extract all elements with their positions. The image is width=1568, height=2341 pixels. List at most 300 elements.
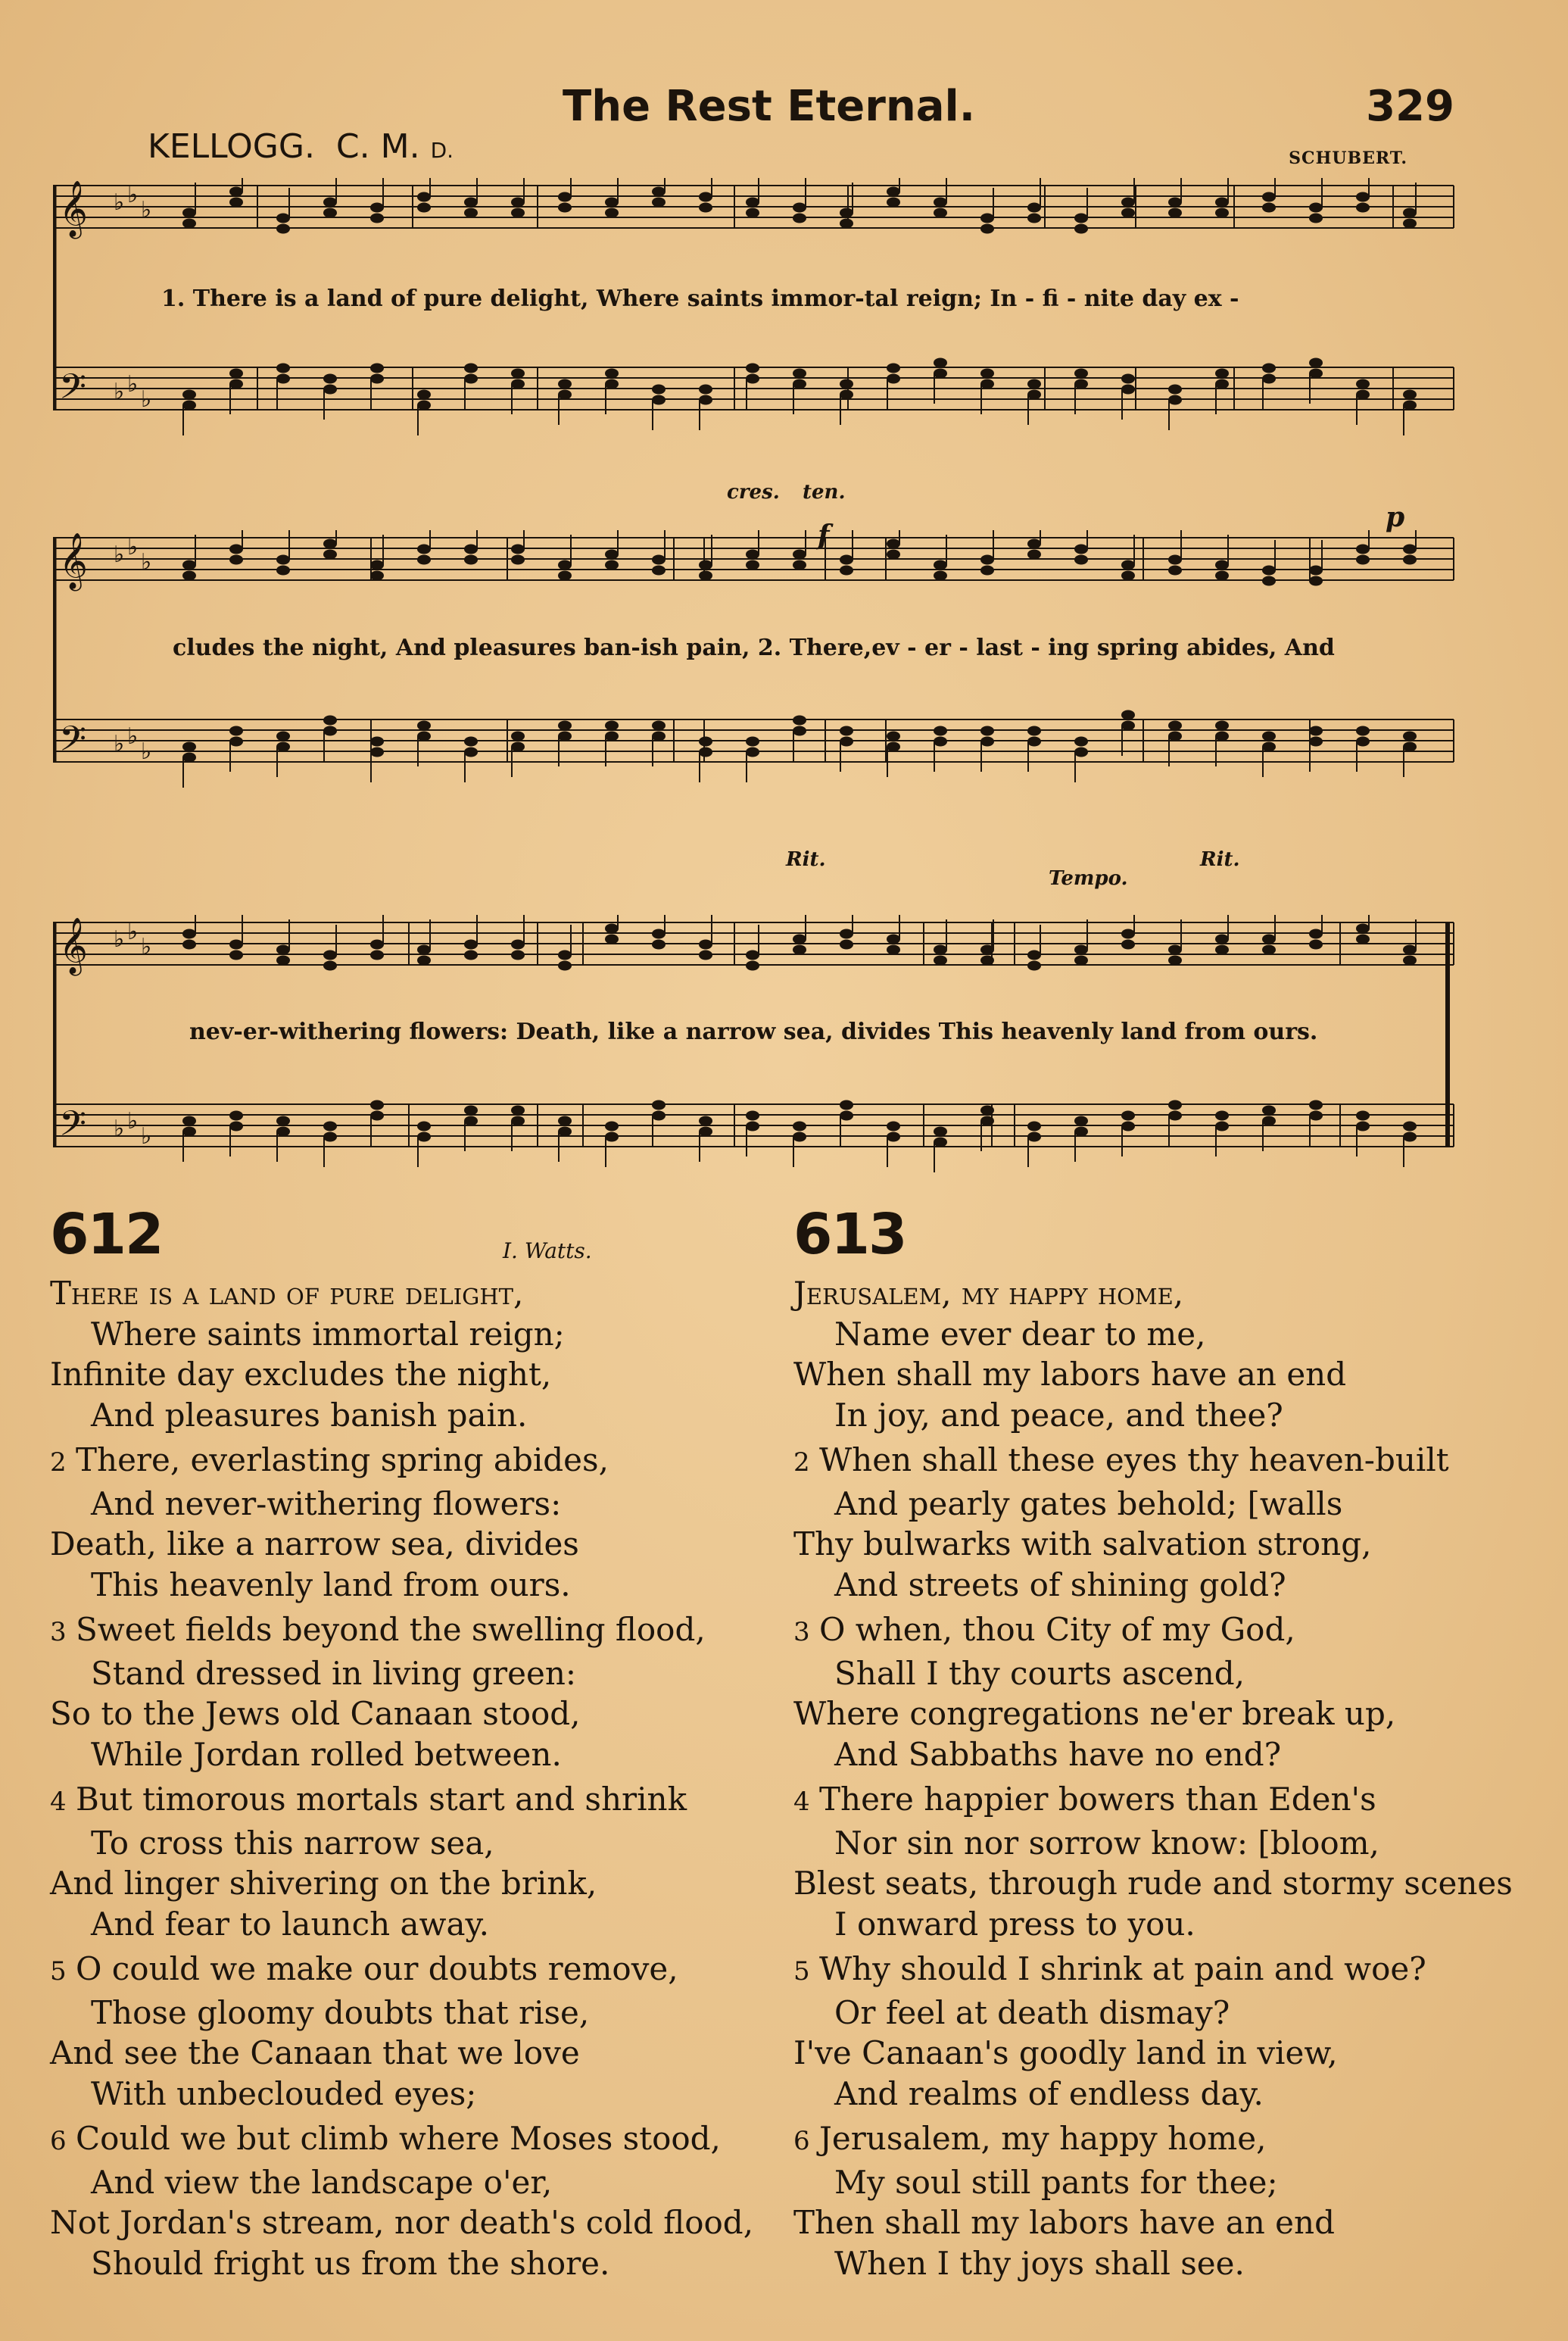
note-head: [887, 935, 900, 944]
note-head: [1403, 1122, 1417, 1131]
note-head: [229, 369, 243, 379]
verse: [50, 1949, 769, 2114]
note-head: [840, 1100, 853, 1110]
note-head: [1168, 566, 1182, 576]
verse-number: 6: [50, 2126, 67, 2156]
note-head: [980, 369, 994, 379]
note-head: [558, 379, 572, 389]
note-head: [558, 203, 572, 213]
note-head: [1262, 1106, 1276, 1116]
note-head: [1403, 401, 1417, 410]
bass-clef-icon: 𝄢: [59, 1103, 87, 1153]
note-head: [1074, 945, 1088, 955]
note-head: [605, 1132, 619, 1142]
system-lyrics: 1. There is a land of pure delight, Where saints immor-tal reign; In - fi - nite day ex -: [161, 286, 1239, 312]
note-head: [840, 1111, 853, 1121]
verse: [50, 1609, 769, 1774]
note-head: [1215, 369, 1229, 379]
note-head: [1074, 224, 1088, 234]
note-head: [652, 1100, 666, 1110]
verse-text: Thy bulwarks with salvation strong,: [793, 1525, 1372, 1562]
note-head: [1168, 385, 1182, 395]
note-head: [887, 539, 900, 549]
verse-text: Where congregations ne'er break up,: [793, 1695, 1396, 1732]
note-head: [793, 550, 806, 560]
note-head: [1121, 374, 1135, 384]
note-head: [980, 726, 994, 736]
note-head: [887, 198, 900, 208]
note-head: [1309, 929, 1323, 939]
verse-line: [793, 1993, 1520, 2034]
note-head: [1074, 1116, 1088, 1126]
verse-line: [793, 2033, 1520, 2074]
note-head: [464, 737, 478, 747]
note-head: [511, 545, 525, 554]
note-head: [1027, 214, 1041, 223]
note-head: [1356, 192, 1370, 202]
note-head: [934, 737, 947, 747]
note-head: [1309, 203, 1323, 213]
note-head: [511, 742, 525, 752]
note-head: [934, 726, 947, 736]
note-head: [1074, 748, 1088, 757]
verse-number: 4: [793, 1787, 810, 1817]
note-head: [323, 716, 337, 726]
note-head: [229, 1122, 243, 1131]
note-head: [1168, 721, 1182, 731]
note-head: [558, 721, 572, 731]
note-head: [1027, 1132, 1041, 1142]
verse-line: [793, 1949, 1520, 1993]
note-head: [1356, 379, 1370, 389]
rit-marking: Rit.: [786, 848, 826, 871]
note-head: [1168, 732, 1182, 741]
note-head: [934, 198, 947, 208]
note-head: [276, 364, 290, 373]
note-head: [746, 950, 759, 960]
note-head: [511, 940, 525, 950]
note-head: [464, 208, 478, 218]
note-head: [1356, 390, 1370, 400]
music-system-2: [53, 481, 1461, 833]
note-head: [182, 929, 196, 939]
note-head: [699, 737, 712, 747]
note-head: [605, 379, 619, 389]
note-head: [417, 192, 431, 202]
note-head: [323, 385, 337, 395]
note-head: [980, 214, 994, 223]
note-head: [980, 1106, 994, 1116]
note-head: [1168, 198, 1182, 208]
verse-number: 2: [50, 1447, 67, 1478]
note-head: [887, 1122, 900, 1131]
note-head: [1356, 924, 1370, 934]
verse-line: [50, 1693, 769, 1734]
note-head: [746, 1111, 759, 1121]
verse-text: And pearly gates behold; [walls: [834, 1484, 1343, 1522]
note-head: [1403, 956, 1417, 966]
note-head: [1074, 369, 1088, 379]
verse-text: There happier bowers than Eden's: [819, 1781, 1376, 1818]
verse-text: When shall my labors have an end: [793, 1356, 1347, 1393]
note-head: [276, 742, 290, 752]
note-head: [370, 748, 384, 757]
note-head: [370, 374, 384, 384]
note-head: [1262, 742, 1276, 752]
verse-text: And linger shivering on the brink,: [50, 1865, 597, 1902]
note-head: [1074, 1127, 1088, 1137]
note-head: [182, 401, 196, 410]
note-head: [793, 726, 806, 736]
cres-marking: cres.: [727, 481, 780, 504]
note-head: [934, 571, 947, 581]
verse-text: When I thy joys shall see.: [834, 2244, 1245, 2282]
note-head: [1262, 945, 1276, 955]
forte-marking: f: [818, 520, 830, 551]
note-head: [417, 732, 431, 741]
note-head: [182, 1116, 196, 1126]
note-head: [229, 555, 243, 565]
bass-clef-icon: 𝄢: [59, 367, 87, 416]
verse-text: Should fright us from the shore.: [91, 2244, 610, 2282]
verse-text: Stand dressed in living green:: [91, 1654, 577, 1692]
system-lyrics: cludes the night, And pleasures ban-ish pain, 2. There,ev - er - last - ing spring abides, And: [173, 635, 1335, 661]
note-head: [652, 732, 666, 741]
note-head: [276, 374, 290, 384]
note-head: [182, 940, 196, 950]
note-head: [276, 732, 290, 741]
note-head: [887, 374, 900, 384]
note-head: [558, 560, 572, 570]
note-head: [323, 374, 337, 384]
note-head: [417, 956, 431, 966]
staff-notation: [53, 530, 1461, 833]
note-head: [605, 732, 619, 741]
hymn-number: 613: [793, 1202, 906, 1267]
note-head: [1027, 203, 1041, 213]
note-head: [1027, 550, 1041, 560]
note-head: [276, 1116, 290, 1126]
note-head: [464, 545, 478, 554]
note-head: [417, 945, 431, 955]
verse-text: And view the landscape o'er,: [91, 2163, 553, 2201]
verse-text: But timorous mortals start and shrink: [76, 1781, 687, 1818]
note-head: [746, 364, 759, 373]
note-head: [840, 940, 853, 950]
note-head: [746, 208, 759, 218]
note-head: [1074, 379, 1088, 389]
note-head: [605, 1122, 619, 1131]
verse: [793, 1949, 1520, 2114]
verse-text: Or feel at death dismay?: [834, 1993, 1230, 2031]
note-head: [276, 945, 290, 955]
note-head: [182, 560, 196, 570]
note-head: [746, 560, 759, 570]
verse-text: So to the Jews old Canaan stood,: [50, 1695, 581, 1732]
verse-text: My soul still pants for thee;: [834, 2163, 1278, 2201]
verse-text: This heavenly land from ours.: [91, 1565, 571, 1603]
note-head: [558, 571, 572, 581]
verse: [793, 1779, 1520, 1944]
note-head: [558, 1116, 572, 1126]
note-head: [793, 1122, 806, 1131]
note-head: [417, 390, 431, 400]
treble-clef-icon: 𝄞: [59, 918, 88, 974]
verse-line: [50, 1904, 769, 1945]
note-head: [652, 929, 666, 939]
flat-icon: ♭: [127, 371, 139, 398]
note-head: [323, 1132, 337, 1142]
note-head: [1309, 566, 1323, 576]
note-head: [182, 390, 196, 400]
note-head: [1403, 208, 1417, 218]
note-head: [1074, 956, 1088, 966]
note-head: [1215, 1111, 1229, 1121]
note-head: [1121, 560, 1135, 570]
note-head: [1262, 203, 1276, 213]
note-head: [417, 1122, 431, 1131]
verse-line: [50, 1440, 769, 1484]
bass-clef-icon: 𝄢: [59, 719, 87, 768]
note-head: [1027, 726, 1041, 736]
verse: [793, 2118, 1520, 2283]
piano-marking: p: [1386, 501, 1405, 533]
flat-icon: ♭: [114, 189, 125, 216]
verse-text: And fear to launch away.: [91, 1905, 490, 1943]
verse-line: [50, 2118, 769, 2162]
note-head: [1215, 379, 1229, 389]
note-head: [887, 550, 900, 560]
flat-icon: ♭: [127, 723, 139, 750]
verse-line: [793, 1440, 1520, 1484]
note-head: [1262, 732, 1276, 741]
note-head: [1168, 1111, 1182, 1121]
note-head: [323, 726, 337, 736]
verse: [793, 1273, 1520, 1435]
note-head: [511, 1106, 525, 1116]
note-head: [652, 1111, 666, 1121]
note-head: [934, 369, 947, 379]
verse-line: [50, 1354, 769, 1395]
treble-clef-icon: 𝄞: [59, 533, 88, 589]
note-head: [1027, 737, 1041, 747]
note-head: [229, 940, 243, 950]
verse-line: [50, 1273, 769, 1314]
verse-line: [50, 1863, 769, 1904]
flat-icon: ♭: [114, 1116, 125, 1142]
note-head: [276, 214, 290, 223]
note-head: [934, 560, 947, 570]
note-head: [980, 945, 994, 955]
verse-number: 3: [50, 1617, 67, 1647]
note-head: [1074, 545, 1088, 554]
note-head: [1027, 961, 1041, 971]
note-head: [1403, 1132, 1417, 1142]
note-head: [1215, 1122, 1229, 1131]
verse-line: [50, 2033, 769, 2074]
note-head: [1356, 203, 1370, 213]
note-head: [887, 364, 900, 373]
note-head: [1356, 555, 1370, 565]
verse-text: Sweet fields beyond the swelling flood,: [76, 1611, 706, 1648]
note-head: [605, 721, 619, 731]
note-head: [323, 208, 337, 218]
verse-line: [50, 1734, 769, 1775]
note-head: [699, 203, 712, 213]
note-head: [980, 566, 994, 576]
verse-line: [50, 1395, 769, 1436]
note-head: [699, 192, 712, 202]
note-head: [276, 224, 290, 234]
note-head: [840, 379, 853, 389]
note-head: [1215, 571, 1229, 581]
note-head: [652, 721, 666, 731]
note-head: [182, 1127, 196, 1137]
note-head: [793, 945, 806, 955]
note-head: [1309, 369, 1323, 379]
flat-icon: ♭: [141, 386, 152, 413]
note-head: [840, 390, 853, 400]
rit-marking: Rit.: [1200, 848, 1240, 871]
verse-text: Nor sin nor sorrow know: [bloom,: [834, 1824, 1379, 1862]
verse-line: [793, 1354, 1520, 1395]
note-head: [746, 198, 759, 208]
verse-number: 5: [50, 1956, 67, 1987]
verse-text: I onward press to you.: [834, 1905, 1195, 1943]
note-head: [1262, 935, 1276, 944]
note-head: [934, 945, 947, 955]
note-head: [793, 379, 806, 389]
verse-text: Infinite day excludes the night,: [50, 1356, 552, 1393]
note-head: [746, 748, 759, 757]
note-head: [229, 726, 243, 736]
verse-text: Jerusalem, my happy home,: [793, 1275, 1184, 1312]
verse-text: I've Canaan's goodly land in view,: [793, 2034, 1338, 2071]
verse-line: [793, 1314, 1520, 1355]
flat-icon: ♭: [114, 926, 125, 953]
note-head: [229, 379, 243, 389]
composer-name: SCHUBERT.: [1289, 148, 1407, 168]
note-head: [464, 374, 478, 384]
note-head: [934, 1138, 947, 1147]
note-head: [1403, 945, 1417, 955]
flat-icon: ♭: [114, 731, 125, 757]
verse-line: [50, 1653, 769, 1694]
note-head: [1309, 737, 1323, 747]
verse-text: And see the Canaan that we love: [50, 2034, 580, 2071]
note-head: [1403, 555, 1417, 565]
verse-line: [50, 1484, 769, 1525]
note-head: [229, 545, 243, 554]
note-head: [323, 550, 337, 560]
verse-line: [793, 1863, 1520, 1904]
verse-text: When shall these eyes thy heaven-built: [819, 1441, 1449, 1478]
verse-text: Then shall my labors have an end: [793, 2204, 1335, 2241]
note-head: [1356, 935, 1370, 944]
note-head: [1262, 566, 1276, 576]
note-head: [652, 187, 666, 197]
note-head: [417, 401, 431, 410]
hymn-number: 612: [50, 1202, 163, 1267]
note-head: [1168, 945, 1182, 955]
note-head: [229, 187, 243, 197]
note-head: [1309, 726, 1323, 736]
note-head: [558, 192, 572, 202]
verse-line: [793, 1484, 1520, 1525]
verse-text: Those gloomy doubts that rise,: [91, 1993, 590, 2031]
note-head: [417, 545, 431, 554]
note-head: [1356, 737, 1370, 747]
verse-text: Jerusalem, my happy home,: [819, 2120, 1267, 2157]
music-system-3: [53, 848, 1461, 1218]
note-head: [1121, 571, 1135, 581]
verse-text: Why should I shrink at pain and woe?: [819, 1950, 1426, 1987]
verse-line: [793, 2074, 1520, 2115]
verse-line: [793, 2202, 1520, 2243]
verse-text: And realms of endless day.: [834, 2074, 1264, 2112]
note-head: [1121, 1111, 1135, 1121]
note-head: [793, 560, 806, 570]
note-head: [1027, 950, 1041, 960]
note-head: [840, 726, 853, 736]
note-head: [464, 950, 478, 960]
note-head: [840, 929, 853, 939]
tune-label: KELLOGG.: [148, 127, 315, 166]
note-head: [934, 358, 947, 368]
note-head: [699, 571, 712, 581]
note-head: [182, 571, 196, 581]
note-head: [1309, 214, 1323, 223]
note-head: [1309, 1111, 1323, 1121]
note-head: [793, 935, 806, 944]
note-head: [605, 198, 619, 208]
verse: [50, 1779, 769, 1944]
note-head: [1121, 710, 1135, 720]
verse-line: [50, 2162, 769, 2203]
verse-line: [793, 1395, 1520, 1436]
verse: [50, 1440, 769, 1605]
note-head: [746, 737, 759, 747]
note-head: [1168, 956, 1182, 966]
note-head: [746, 1122, 759, 1131]
verse-text: With unbeclouded eyes;: [91, 2074, 477, 2112]
note-head: [1215, 721, 1229, 731]
verse-number: 2: [793, 1447, 810, 1478]
note-head: [511, 379, 525, 389]
verse-text: While Jordan rolled between.: [91, 1735, 562, 1773]
verse-line: [793, 1734, 1520, 1775]
note-head: [980, 737, 994, 747]
note-head: [980, 555, 994, 565]
note-head: [1027, 390, 1041, 400]
hymn-title: The Rest Eternal.: [563, 82, 975, 131]
flat-icon: ♭: [141, 738, 152, 765]
note-head: [417, 203, 431, 213]
note-head: [276, 1127, 290, 1137]
note-head: [464, 364, 478, 373]
note-head: [1168, 208, 1182, 218]
flat-icon: ♭: [114, 542, 125, 568]
note-head: [323, 198, 337, 208]
note-head: [934, 1127, 947, 1137]
verse-line: [793, 1273, 1520, 1314]
note-head: [887, 742, 900, 752]
verse-text: And pleasures banish pain.: [91, 1396, 528, 1434]
music-system-1: [53, 178, 1461, 481]
note-head: [1074, 214, 1088, 223]
note-head: [511, 369, 525, 379]
note-head: [1309, 940, 1323, 950]
